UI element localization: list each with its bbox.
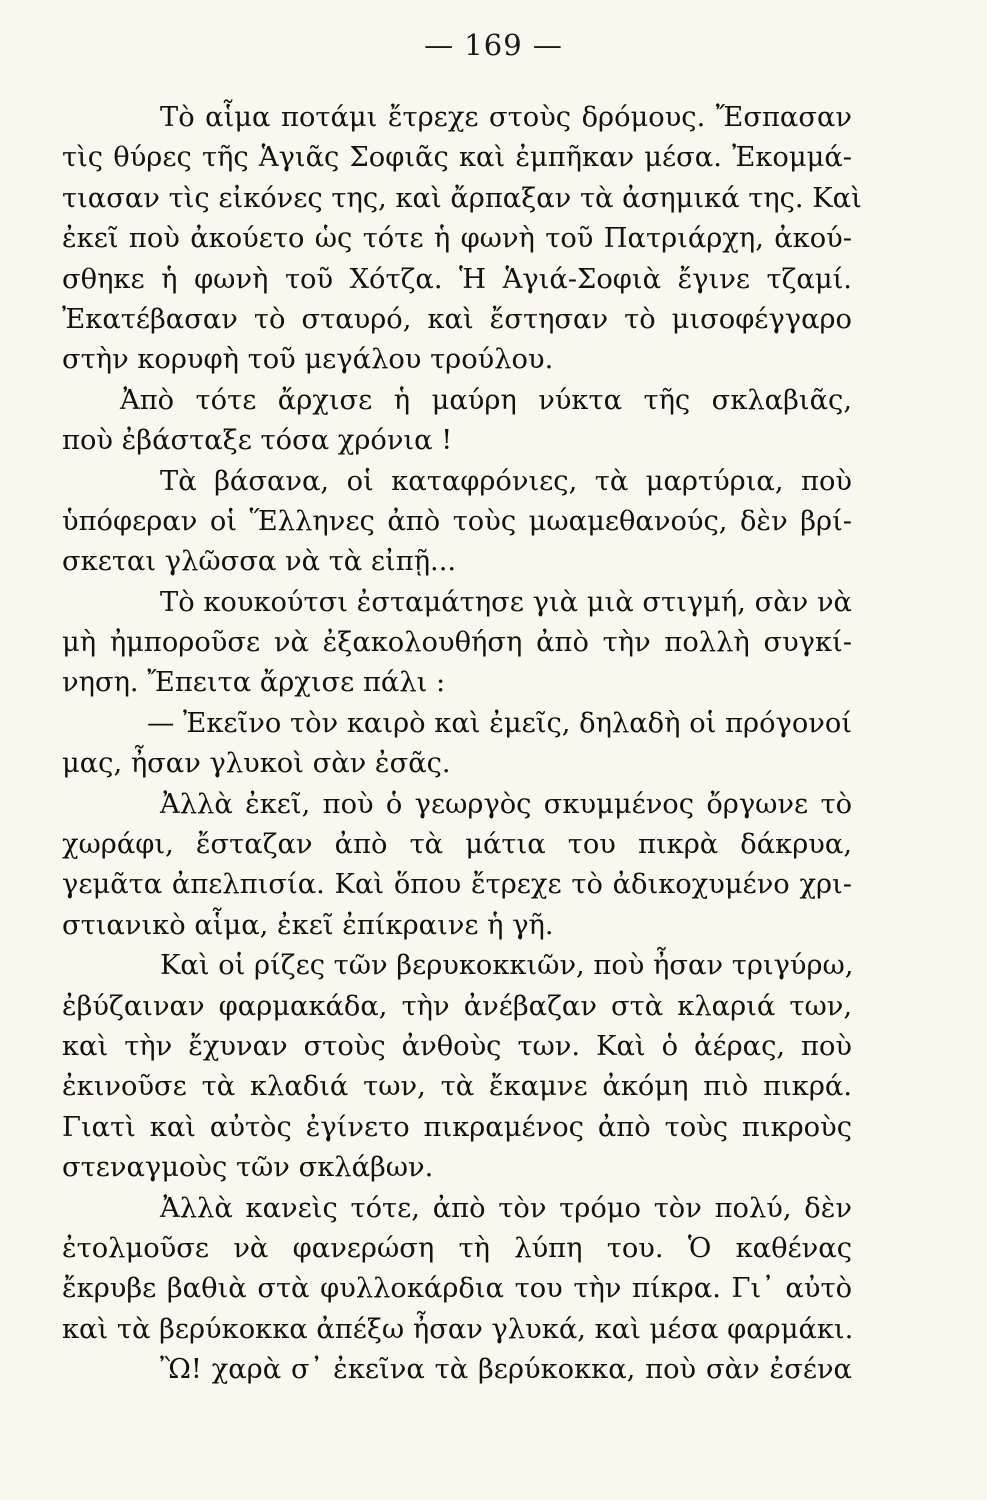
text-line: ἐκινοῦσε τὰ κλαδιά των, τὰ ἔκαμνε ἀκόμη πιὸ πικρά.	[62, 1071, 852, 1103]
text-line: Ἀλλὰ ἐκεῖ, ποὺ ὁ γεωργὸς σκυμμένος ὄργωνε τὸ	[160, 788, 852, 820]
text-line: γεμᾶτα ἀπελπισία. Καὶ ὅπου ἔτρεχε τὸ ἀδικοχυμένο χρι-	[62, 869, 852, 901]
text-line: σθηκε ἡ φωνὴ τοῦ Χότζα. Ἡ Ἁγιά-Σοφιὰ ἔγινε τζαμί.	[62, 263, 852, 295]
text-line: Ἀπὸ τότε ἄρχισε ἡ μαύρη νύκτα τῆς σκλαβιᾶς,	[120, 384, 852, 416]
text-line: τιασαν τὶς εἰκόνες της, καὶ ἄρπαξαν τὰ ἀσημικά της. Καὶ	[62, 182, 862, 214]
text-line: ἐτολμοῦσε νὰ φανερώση τὴ λύπη του. Ὁ καθένας	[62, 1232, 852, 1264]
text-line: μὴ ἠμποροῦσε νὰ ἐξακολουθήση ἀπὸ τὴν πολλὴ συγκί-	[62, 627, 852, 659]
body-text	[62, 98, 862, 1391]
text-line: χωράφι, ἔσταζαν ἀπὸ τὰ μάτια του πικρὰ δάκρυα,	[62, 829, 852, 861]
text-line: νηση. Ἔπειτα ἄρχισε πάλι :	[62, 667, 446, 699]
text-line: ἐβύζαιναν φαρμακάδα, τὴν ἀνέβαζαν στὰ κλαριά των,	[62, 990, 852, 1022]
text-line: στιανικὸ αἷμα, ἐκεῖ ἐπίκραινε ἡ γῆ.	[62, 909, 554, 941]
text-line: — Ἐκεῖνο τὸν καιρὸ καὶ ἐμεῖς, δηλαδὴ οἱ πρόγονοί	[147, 707, 852, 739]
text-line: Ἐκατέβασαν τὸ σταυρό, καὶ ἔστησαν τὸ μισοφέγγαρο	[62, 303, 852, 335]
text-line: καὶ τὰ βερύκοκκα ἀπέξω ἦσαν γλυκά, καὶ μέσα φαρμάκι.	[62, 1313, 854, 1345]
text-line: στεναγμοὺς τῶν σκλάβων.	[62, 1152, 434, 1184]
text-line: σκεται γλῶσσα νὰ τὰ εἰπῇ...	[62, 546, 457, 578]
text-line: στὴν κορυφὴ τοῦ μεγάλου τρούλου.	[62, 344, 554, 376]
text-line: Γιατὶ καὶ αὐτὸς ἐγίνετο πικραμένος ἀπὸ τοὺς πικροὺς	[62, 1111, 852, 1143]
text-line: τὶς θύρες τῆς Ἁγιᾶς Σοφιᾶς καὶ ἐμπῆκαν μέσα. Ἐκομμά-	[62, 142, 852, 174]
text-line: Ἀλλὰ κανεὶς τότε, ἀπὸ τὸν τρόμο τὸν πολύ, δὲν	[160, 1192, 852, 1224]
text-line: ποὺ ἐβάσταξε τόσα χρόνια !	[62, 425, 453, 457]
text-line: Καὶ οἱ ρίζες τῶν βερυκοκκιῶν, ποὺ ἦσαν τριγύρω,	[160, 950, 854, 982]
page-number: — 169 —	[424, 28, 563, 62]
text-line: ὑπόφεραν οἱ Ἕλληνες ἀπὸ τοὺς μωαμεθανούς, δὲν βρί-	[62, 505, 852, 537]
text-line: καὶ τὴν ἔχυναν στοὺς ἀνθοὺς των. Καὶ ὁ ἀέρας, ποὺ	[62, 1030, 852, 1062]
text-line: Τὰ βάσανα, οἱ καταφρόνιες, τὰ μαρτύρια, ποὺ	[160, 465, 852, 497]
text-line: Ὢ! χαρὰ σ᾽ ἐκεῖνα τὰ βερύκοκκα, ποὺ σὰν ἐσένα	[160, 1354, 852, 1386]
text-line: Τὸ κουκούτσι ἐσταμάτησε γιὰ μιὰ στιγμή, σὰν νὰ	[160, 586, 852, 618]
text-line: ἐκεῖ ποὺ ἀκούετο ὡς τότε ἡ φωνὴ τοῦ Πατριάρχη, ἀκού-	[62, 223, 852, 255]
text-line: Τὸ αἷμα ποτάμι ἔτρεχε στοὺς δρόμους. Ἔσπασαν	[160, 102, 852, 133]
text-line: μας, ἦσαν γλυκοὶ σὰν ἐσᾶς.	[62, 748, 451, 780]
text-line: ἔκρυβε βαθιὰ στὰ φυλλοκάρδια του τὴν πίκρα. Γι᾽ αὐτὸ	[62, 1273, 852, 1305]
